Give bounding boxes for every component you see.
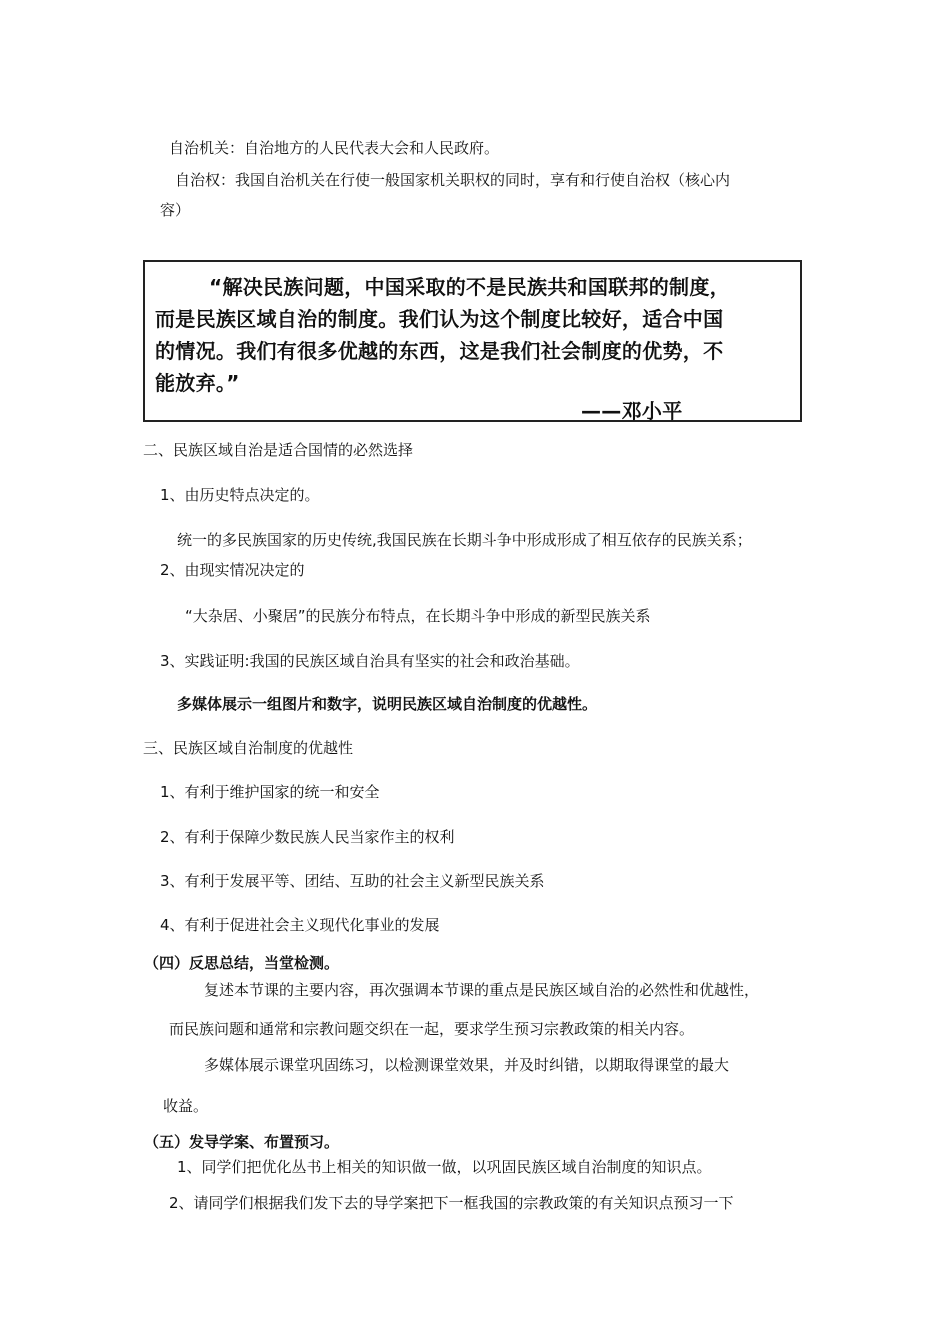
quote-box (143, 260, 802, 422)
section-5-heading: （五）发导学案、布置预习。 (144, 1133, 340, 1151)
section-3-heading: 三、民族区域自治制度的优越性 (143, 739, 354, 757)
section-2-item-2: 2、由现实情况决定的 (160, 561, 305, 579)
section-2-heading: 二、民族区域自治是适合国情的必然选择 (143, 441, 414, 459)
quote-line-4: 能放弃。” (155, 371, 240, 395)
section-3-item: 3、有利于发展平等、团结、互助的社会主义新型民族关系 (160, 872, 545, 890)
section-3-item: 4、有利于促进社会主义现代化事业的发展 (160, 916, 440, 934)
quote-line-3: 的情况。我们有很多优越的东西，这是我们社会制度的优势，不 (155, 339, 724, 363)
section-5-item-2: 2、请同学们根据我们发下去的导学案把下一框我国的宗教政策的有关知识点预习一下 (169, 1194, 734, 1212)
section-5-item-1: 1、同学们把优化丛书上相关的知识做一做，以巩固民族区域自治制度的知识点。 (177, 1158, 712, 1176)
autonomy-right-text: 自治权：我国自治机关在行使一般国家机关职权的同时，享有和行使自治权（核心内 (175, 171, 731, 189)
section-2-item-1: 1、由历史特点决定的。 (160, 486, 320, 504)
section-3-item: 1、有利于维护国家的统一和安全 (160, 783, 380, 801)
section-2-item-1-detail: 统一的多民族国家的历史传统,我国民族在长期斗争中形成形成了相互依存的民族关系； (177, 531, 752, 549)
autonomy-organ-text: 自治机关：自治地方的人民代表大会和人民政府。 (169, 139, 500, 157)
quote-line-2: 而是民族区域自治的制度。我们认为这个制度比较好，适合中国 (155, 307, 724, 331)
section-3-item: 2、有利于保障少数民族人民当家作主的权利 (160, 828, 455, 846)
section-2-item-2-detail: “大杂居、小聚居”的民族分布特点，在长期斗争中形成的新型民族关系 (185, 607, 651, 625)
quote-line-1: “解决民族问题，中国采取的不是民族共和国联邦的制度， (209, 275, 730, 299)
section-4-heading: （四）反思总结，当堂检测。 (144, 954, 340, 972)
section-2-item-3: 3、实践证明:我国的民族区域自治具有坚实的社会和政治基础。 (160, 652, 580, 670)
section-4-paragraph-2-cont: 收益。 (163, 1097, 209, 1115)
section-4-paragraph-1-cont: 而民族问题和通常和宗教问题交织在一起，要求学生预习宗教政策的相关内容。 (169, 1020, 695, 1038)
section-4-paragraph-1: 复述本节课的主要内容，再次强调本节课的重点是民族区域自治的必然性和优越性， (204, 981, 760, 999)
quote-author: ——邓小平 (581, 399, 683, 423)
media-note: 多媒体展示一组图片和数字，说明民族区域自治制度的优越性。 (177, 695, 598, 713)
section-4-paragraph-2: 多媒体展示课堂巩固练习，以检测课堂效果，并及时纠错，以期取得课堂的最大 (204, 1056, 730, 1074)
autonomy-right-text-cont: 容） (160, 201, 191, 219)
